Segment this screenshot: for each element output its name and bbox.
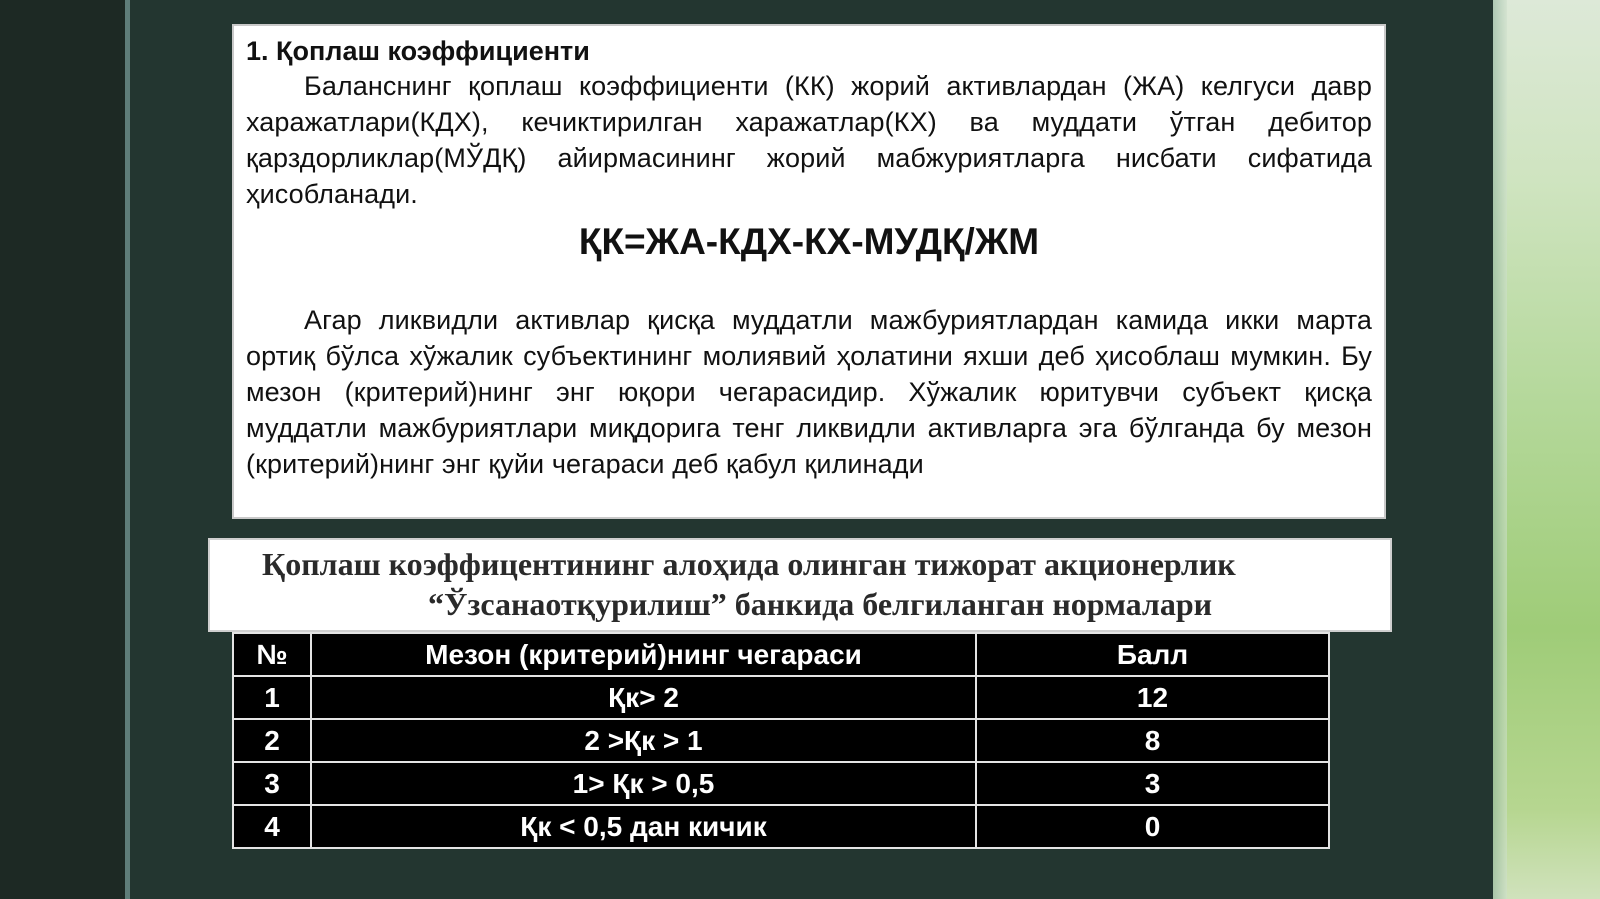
- row-criteria: 1> Қк > 0,5: [311, 762, 976, 805]
- row-criteria: Қк> 2: [311, 676, 976, 719]
- formula: ҚК=ЖА-КДХ-КХ-МУДҚ/ЖМ: [578, 221, 1040, 262]
- row-score: 8: [976, 719, 1329, 762]
- row-criteria: Қк < 0,5 дан кичик: [311, 805, 976, 848]
- table-row: [233, 719, 1329, 762]
- paragraph-definition: Баланснинг қоплаш коэффициенти (КК) жорий активлардан (ЖА) келгуси давр харажатлари(КДХ), кечиктирилган харажатлар(КХ) ва муддати ўтган дебитор қарздорликлар(МЎДҚ) айирмасининг жорий мабжуриятларга нисбати сифатида ҳисобланади.: [246, 71, 1372, 209]
- table-row: [233, 805, 1329, 848]
- table-row: [233, 676, 1329, 719]
- norms-title-box: [208, 538, 1392, 632]
- section-heading: 1. Қоплаш коэффициенти: [246, 36, 590, 66]
- norms-table: [232, 632, 1330, 849]
- right-decoration: [1493, 0, 1600, 899]
- row-number: 2: [233, 719, 311, 762]
- row-score: 12: [976, 676, 1329, 719]
- header-score: Балл: [976, 633, 1329, 676]
- right-decoration-edge: [1493, 0, 1507, 899]
- row-score: 3: [976, 762, 1329, 805]
- norms-title-line1: Қоплаш коэффицентининг алоҳида олинган тижорат акционерлик: [262, 546, 1236, 582]
- row-number: 3: [233, 762, 311, 805]
- row-criteria: 2 >Қк > 1: [311, 719, 976, 762]
- row-number: 4: [233, 805, 311, 848]
- header-criteria: Мезон (критерий)нинг чегараси: [311, 633, 976, 676]
- paragraph-criteria: Агар ликвидли активлар қисқа муддатли мажбуриятлардан камида икки марта ортиқ бўлса хўжалик субъектининг молиявий ҳолатини яхши деб ҳисоблаш мумкин. Бу мезон (критерий)нинг энг юқори чегарасидир. Хўжалик юритувчи субъект қисқа муддатли мажбуриятлари миқдорига тенг ликвидли активларга эга бўлганда бу мезон (критерий)нинг энг қуйи чегараси деб қабул қилинади: [246, 305, 1372, 479]
- text-section: [232, 24, 1386, 519]
- table-header-row: [233, 633, 1329, 676]
- header-number: №: [233, 633, 311, 676]
- left-margin: [0, 0, 127, 899]
- table-row: [233, 762, 1329, 805]
- row-score: 0: [976, 805, 1329, 848]
- row-number: 1: [233, 676, 311, 719]
- norms-title-line2: “Ўзсанаотқурилиш” банкида белгиланган нормалари: [428, 586, 1213, 622]
